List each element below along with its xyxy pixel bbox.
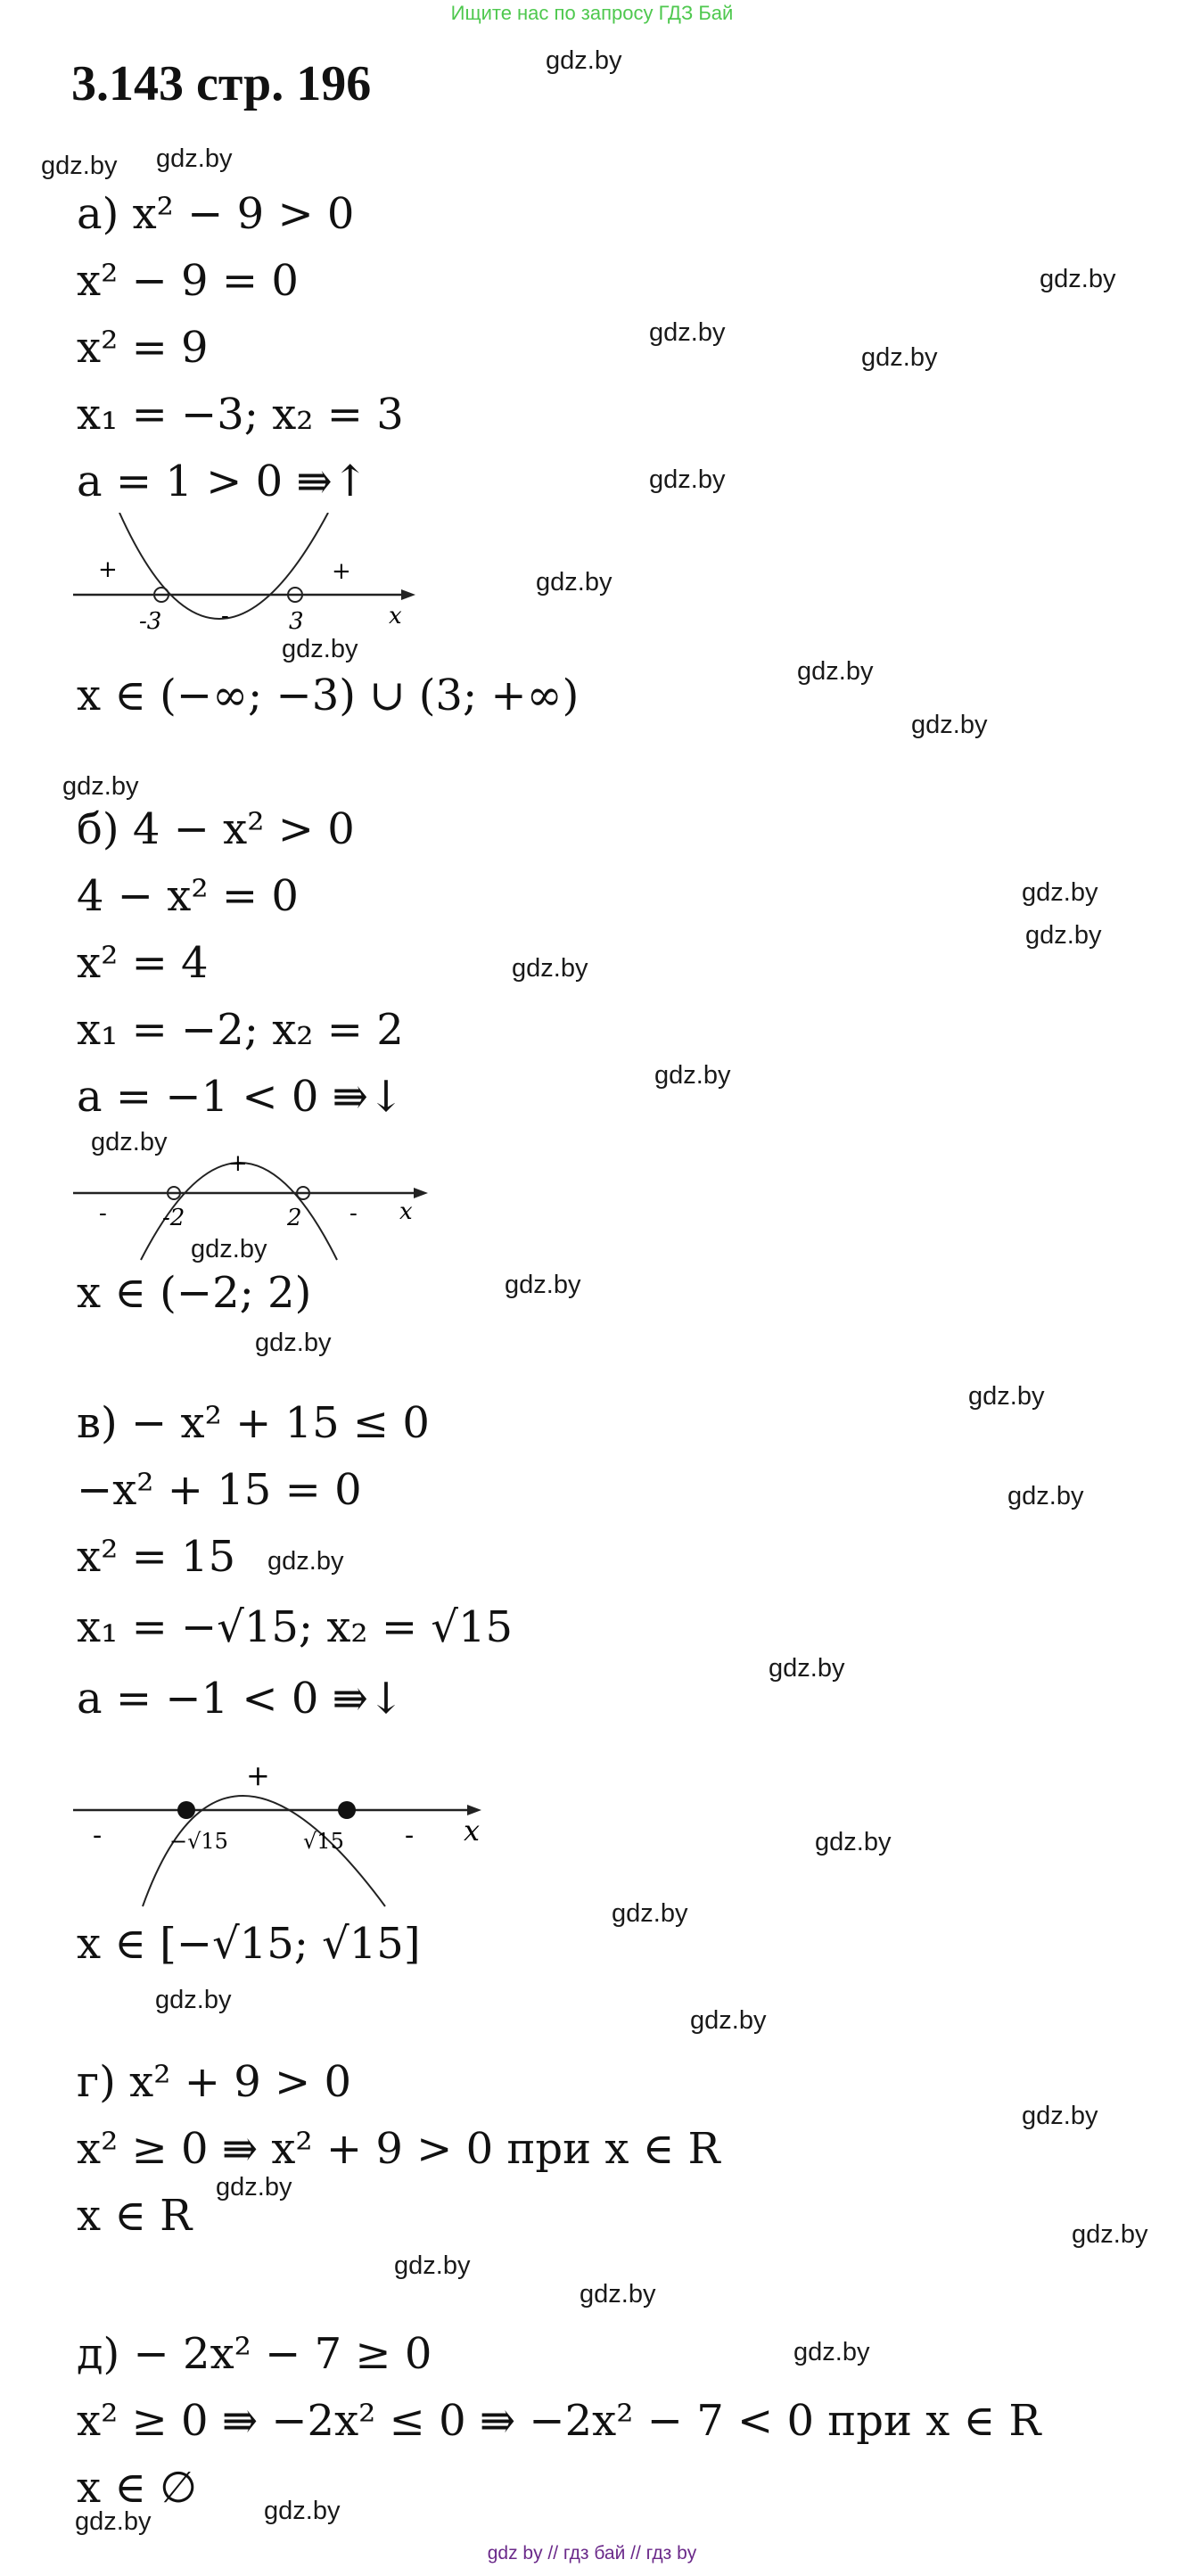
graph-b-root-2: 2 [287,1205,302,1231]
watermark: gdz.by [394,2251,471,2280]
graph-c-root-2: √15 [303,1829,344,1854]
part-e-answer: x ∈ ∅ [77,2463,197,2513]
watermark: gdz.by [1072,2220,1148,2249]
watermark: gdz.by [580,2280,656,2309]
part-b-square: x² = 4 [77,938,209,988]
graph-c-minus-right: - [405,1820,415,1851]
part-b-roots: x₁ = −2; x₂ = 2 [77,1005,404,1055]
watermark: gdz.by [282,635,358,663]
part-d-answer: x ∈ R [77,2191,193,2241]
watermark: gdz.by [155,1986,232,2014]
watermark: gdz.by [654,1061,731,1090]
part-e-inequality: д) − 2x² − 7 ≥ 0 [77,2329,432,2379]
part-c-square: x² = 15 [77,1532,236,1582]
watermark: gdz.by [91,1128,168,1156]
watermark: gdz.by [156,144,233,173]
watermark: gdz.by [769,1654,845,1683]
part-a-parabola-graph [70,513,426,646]
watermark: gdz.by [815,1828,892,1856]
graph-a-root-1: -3 [139,608,162,635]
graph-a-plus-right: + [332,558,351,585]
watermark: gdz.by [546,46,622,75]
part-a-inequality: а) x² − 9 > 0 [77,189,355,239]
graph-a-plus-left: + [98,556,118,583]
part-c-coefficient: a = −1 < 0 ⇛↓ [77,1674,405,1724]
watermark: gdz.by [264,2497,341,2525]
watermark: gdz.by [1025,921,1102,950]
graph-c-minus-left: - [93,1820,103,1851]
part-c-equation: −x² + 15 = 0 [77,1465,362,1515]
part-b-coefficient: a = −1 < 0 ⇛↓ [77,1072,405,1122]
graph-b-axis-label: x [399,1198,413,1225]
watermark: gdz.by [1007,1482,1084,1510]
part-c-inequality: в) − x² + 15 ≤ 0 [77,1398,430,1448]
part-a-answer: x ∈ (−∞; −3) ∪ (3; +∞) [77,671,580,720]
watermark: gdz.by [536,568,613,597]
footer: gdz by // гдз бай // гдз by [487,2543,697,2564]
part-e-reason: x² ≥ 0 ⇛ −2x² ≤ 0 ⇛ −2x² − 7 < 0 при x ∈ R [77,2396,1041,2446]
graph-a-axis-label: x [389,603,402,630]
watermark: gdz.by [1022,2102,1098,2130]
graph-c-root-1: −√15 [169,1829,228,1854]
watermark: gdz.by [505,1271,581,1299]
watermark: gdz.by [797,657,874,686]
watermark: gdz.by [216,2173,292,2202]
graph-b-plus: + [228,1150,248,1177]
watermark: gdz.by [793,2338,870,2366]
part-a-roots: x₁ = −3; x₂ = 3 [77,390,404,440]
page-title: 3.143 стр. 196 [71,56,372,111]
watermark: gdz.by [861,343,938,372]
part-b-answer: x ∈ (−2; 2) [77,1268,312,1318]
part-a-equation: x² − 9 = 0 [77,256,299,306]
watermark: gdz.by [75,2507,152,2536]
graph-b-minus-right: - [349,1200,358,1227]
part-a-coefficient: a = 1 > 0 ⇛↑ [77,457,368,506]
watermark: gdz.by [62,772,139,801]
watermark: gdz.by [612,1899,688,1928]
part-b-inequality: б) 4 − x² > 0 [77,804,355,854]
graph-c-plus: + [246,1758,270,1792]
graph-a-minus: - [221,603,229,630]
part-c-roots: x₁ = −√15; x₂ = √15 [77,1602,514,1652]
watermark: gdz.by [649,318,726,347]
watermark: gdz.by [690,2006,767,2035]
part-b-equation: 4 − x² = 0 [77,871,299,921]
part-c-answer: x ∈ [−√15; √15] [77,1919,421,1969]
watermark: gdz.by [255,1329,332,1357]
graph-c-axis-label: x [464,1814,481,1848]
watermark: gdz.by [512,954,588,983]
top-banner: Ищите нас по запросу ГДЗ Бай [450,2,734,24]
watermark: gdz.by [191,1235,267,1263]
watermark: gdz.by [41,152,118,180]
graph-b-root-1: -2 [162,1205,185,1231]
part-d-inequality: г) x² + 9 > 0 [77,2057,351,2107]
graph-a-root-2: 3 [289,608,304,635]
watermark: gdz.by [649,465,726,494]
graph-b-minus-left: - [99,1200,107,1227]
part-d-reason: x² ≥ 0 ⇛ x² + 9 > 0 при x ∈ R [77,2124,720,2174]
part-c-parabola-graph [70,1739,497,1908]
part-a-square: x² = 9 [77,323,209,373]
watermark: gdz.by [1040,265,1116,293]
watermark: gdz.by [968,1382,1045,1411]
watermark: gdz.by [267,1547,344,1576]
watermark: gdz.by [911,711,988,739]
watermark: gdz.by [1022,878,1098,907]
